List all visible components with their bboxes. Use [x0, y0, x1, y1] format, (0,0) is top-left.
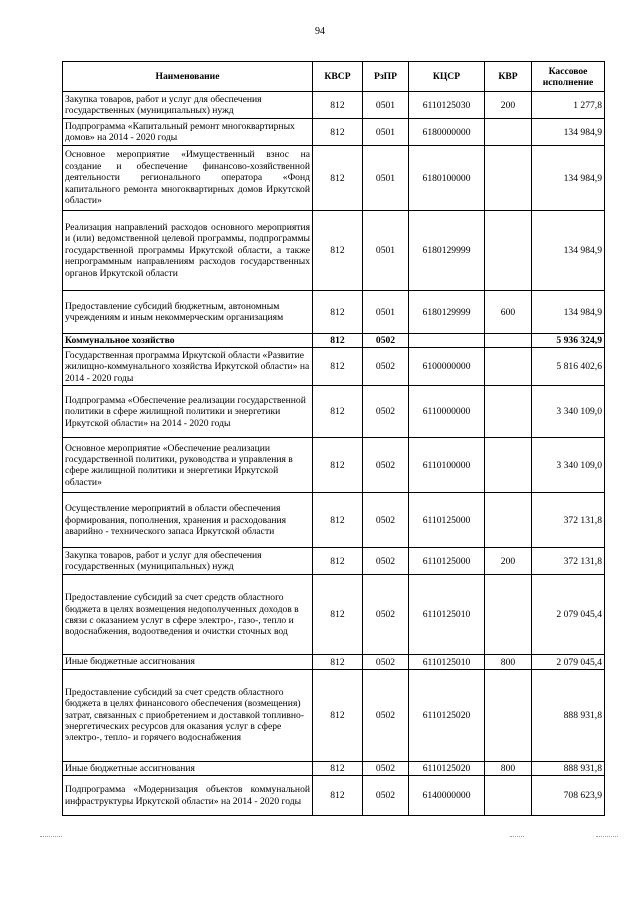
row-amount: 134 984,9 [532, 211, 605, 291]
row-amount: 708 623,9 [532, 776, 605, 816]
row-kvr [485, 438, 532, 493]
row-kcsr [409, 334, 485, 348]
row-name: Иные бюджетные ассигнования [63, 761, 313, 775]
row-kvsr: 812 [313, 655, 363, 669]
row-name: Подпрограмма «Капитальный ремонт многоквартирных домов» на 2014 - 2020 годы [63, 119, 313, 146]
row-kvsr: 812 [313, 386, 363, 438]
header-kcsr: КЦСР [409, 62, 485, 92]
table-row [63, 655, 605, 669]
row-amount: 134 984,9 [532, 119, 605, 146]
row-kcsr: 6110125020 [409, 669, 485, 761]
row-rzpr: 0502 [363, 334, 409, 348]
row-kvsr: 812 [313, 776, 363, 816]
row-name: Основное мероприятие «Имущественный взнос на создание и обеспечение финансово-хозяйственной деятельности регионального оператора «Фонд капитального ремонта многоквартирных домов Иркутской области» [63, 146, 313, 211]
header-rzpr: РзПР [363, 62, 409, 92]
row-kcsr: 6110125030 [409, 92, 485, 119]
page-number: 94 [315, 26, 325, 37]
scan-mark [596, 836, 618, 838]
row-name: Основное мероприятие «Обеспечение реализации государственной политики, руководства и управления в сфере жилищной политики и энергетики Иркутской области» [63, 438, 313, 493]
row-kvr: 800 [485, 761, 532, 775]
row-rzpr: 0502 [363, 669, 409, 761]
row-rzpr: 0501 [363, 211, 409, 291]
row-rzpr: 0501 [363, 146, 409, 211]
row-rzpr: 0502 [363, 493, 409, 548]
table-row [63, 119, 605, 146]
budget-execution-table [62, 61, 605, 816]
table-row [63, 146, 605, 211]
row-kvsr: 812 [313, 119, 363, 146]
scan-artifacts [0, 836, 640, 840]
header-kvsr: КВСР [313, 62, 363, 92]
row-kvr [485, 386, 532, 438]
row-rzpr: 0502 [363, 776, 409, 816]
row-kcsr: 6110125020 [409, 761, 485, 775]
row-kvr [485, 776, 532, 816]
row-amount: 3 340 109,0 [532, 386, 605, 438]
table-row [63, 348, 605, 386]
row-amount: 2 079 045,4 [532, 655, 605, 669]
table-row [63, 334, 605, 348]
row-name: Предоставление субсидий за счет средств областного бюджета в целях финансового обеспечения (возмещения) затрат, связанных с приобретением и доставкой топливно-энергетических ресурсов для оказания услуг в сфере электро-, тепло- и горячего водоснабжения [63, 669, 313, 761]
row-name: Осуществление мероприятий в области обеспечения формирования, пополнения, хранения и расходования аварийно - технического запаса Иркутской области [63, 493, 313, 548]
scan-mark [510, 836, 524, 838]
row-amount: 134 984,9 [532, 146, 605, 211]
table-row [63, 291, 605, 334]
table-row [63, 669, 605, 761]
table-row [63, 438, 605, 493]
row-kvsr: 812 [313, 438, 363, 493]
row-kvr: 200 [485, 92, 532, 119]
row-kcsr: 6180129999 [409, 291, 485, 334]
row-kvr: 800 [485, 655, 532, 669]
row-name: Реализация направлений расходов основного мероприятия и (или) ведомственной целевой программы, подпрограммы государственной программы Иркутской области, а также непрограммным направлениям расходов государственных органов Иркутской области [63, 211, 313, 291]
row-rzpr: 0501 [363, 92, 409, 119]
row-amount: 1 277,8 [532, 92, 605, 119]
row-rzpr: 0502 [363, 761, 409, 775]
row-kvsr: 812 [313, 493, 363, 548]
row-rzpr: 0502 [363, 348, 409, 386]
row-kcsr: 6110000000 [409, 386, 485, 438]
row-name: Закупка товаров, работ и услуг для обеспечения государственных (муниципальных) нужд [63, 92, 313, 119]
row-kcsr: 6100000000 [409, 348, 485, 386]
row-name: Подпрограмма «Обеспечение реализации государственной политики в сфере жилищной политики и энергетики Иркутской области» на 2014 - 2020 годы [63, 386, 313, 438]
row-amount: 5 816 402,6 [532, 348, 605, 386]
row-kvr [485, 334, 532, 348]
row-kvsr: 812 [313, 761, 363, 775]
table-row [63, 776, 605, 816]
table-row [63, 386, 605, 438]
row-kcsr: 6180100000 [409, 146, 485, 211]
row-name: Государственная программа Иркутской области «Развитие жилищно-коммунального хозяйства Иркутской области» на 2014 - 2020 годы [63, 348, 313, 386]
row-kcsr: 6110125010 [409, 655, 485, 669]
row-amount: 3 340 109,0 [532, 438, 605, 493]
row-amount: 2 079 045,4 [532, 575, 605, 655]
row-name: Закупка товаров, работ и услуг для обеспечения государственных (муниципальных) нужд [63, 548, 313, 575]
row-rzpr: 0502 [363, 386, 409, 438]
row-name: Коммунальное хозяйство [63, 334, 313, 348]
table-row [63, 548, 605, 575]
row-kvr [485, 669, 532, 761]
row-kvsr: 812 [313, 334, 363, 348]
row-kvr [485, 119, 532, 146]
row-rzpr: 0502 [363, 548, 409, 575]
row-amount: 888 931,8 [532, 761, 605, 775]
row-kcsr: 6180000000 [409, 119, 485, 146]
row-kvr [485, 493, 532, 548]
row-amount: 372 131,8 [532, 493, 605, 548]
row-kvsr: 812 [313, 291, 363, 334]
row-rzpr: 0502 [363, 438, 409, 493]
table-row [63, 92, 605, 119]
row-kcsr: 6140000000 [409, 776, 485, 816]
row-name: Подпрограмма «Модернизация объектов коммунальной инфраструктуры Иркутской области» на 2014 - 2020 годы [63, 776, 313, 816]
table-header-row [63, 62, 605, 92]
header-kvr: КВР [485, 62, 532, 92]
row-kvsr: 812 [313, 348, 363, 386]
table-row [63, 211, 605, 291]
row-kvsr: 812 [313, 146, 363, 211]
row-name: Предоставление субсидий бюджетным, автономным учреждениям и иным некоммерческим организациям [63, 291, 313, 334]
row-kcsr: 6110125010 [409, 575, 485, 655]
table-row [63, 761, 605, 775]
row-kvsr: 812 [313, 211, 363, 291]
header-amount: Кассовое исполнение [532, 62, 605, 92]
row-rzpr: 0501 [363, 119, 409, 146]
header-name: Наименование [63, 62, 313, 92]
row-kcsr: 6110125000 [409, 548, 485, 575]
row-name: Иные бюджетные ассигнования [63, 655, 313, 669]
row-kvr: 600 [485, 291, 532, 334]
row-kvr [485, 348, 532, 386]
row-kvr: 200 [485, 548, 532, 575]
row-rzpr: 0502 [363, 655, 409, 669]
scan-mark [40, 836, 62, 838]
row-rzpr: 0502 [363, 575, 409, 655]
row-kvsr: 812 [313, 669, 363, 761]
row-name: Предоставление субсидий за счет средств областного бюджета в целях возмещения недополученных доходов в связи с оказанием услуг в сфере электро-, газо-, тепло и водоснабжения, водоотведения и очистки сточных вод [63, 575, 313, 655]
row-rzpr: 0501 [363, 291, 409, 334]
row-kvsr: 812 [313, 548, 363, 575]
row-amount: 134 984,9 [532, 291, 605, 334]
row-amount: 5 936 324,9 [532, 334, 605, 348]
row-kvr [485, 146, 532, 211]
row-kvr [485, 575, 532, 655]
table-row [63, 575, 605, 655]
row-amount: 372 131,8 [532, 548, 605, 575]
row-kcsr: 6110125000 [409, 493, 485, 548]
row-kvr [485, 211, 532, 291]
row-kcsr: 6180129999 [409, 211, 485, 291]
row-kvsr: 812 [313, 92, 363, 119]
row-amount: 888 931,8 [532, 669, 605, 761]
table-row [63, 493, 605, 548]
row-kcsr: 6110100000 [409, 438, 485, 493]
row-kvsr: 812 [313, 575, 363, 655]
